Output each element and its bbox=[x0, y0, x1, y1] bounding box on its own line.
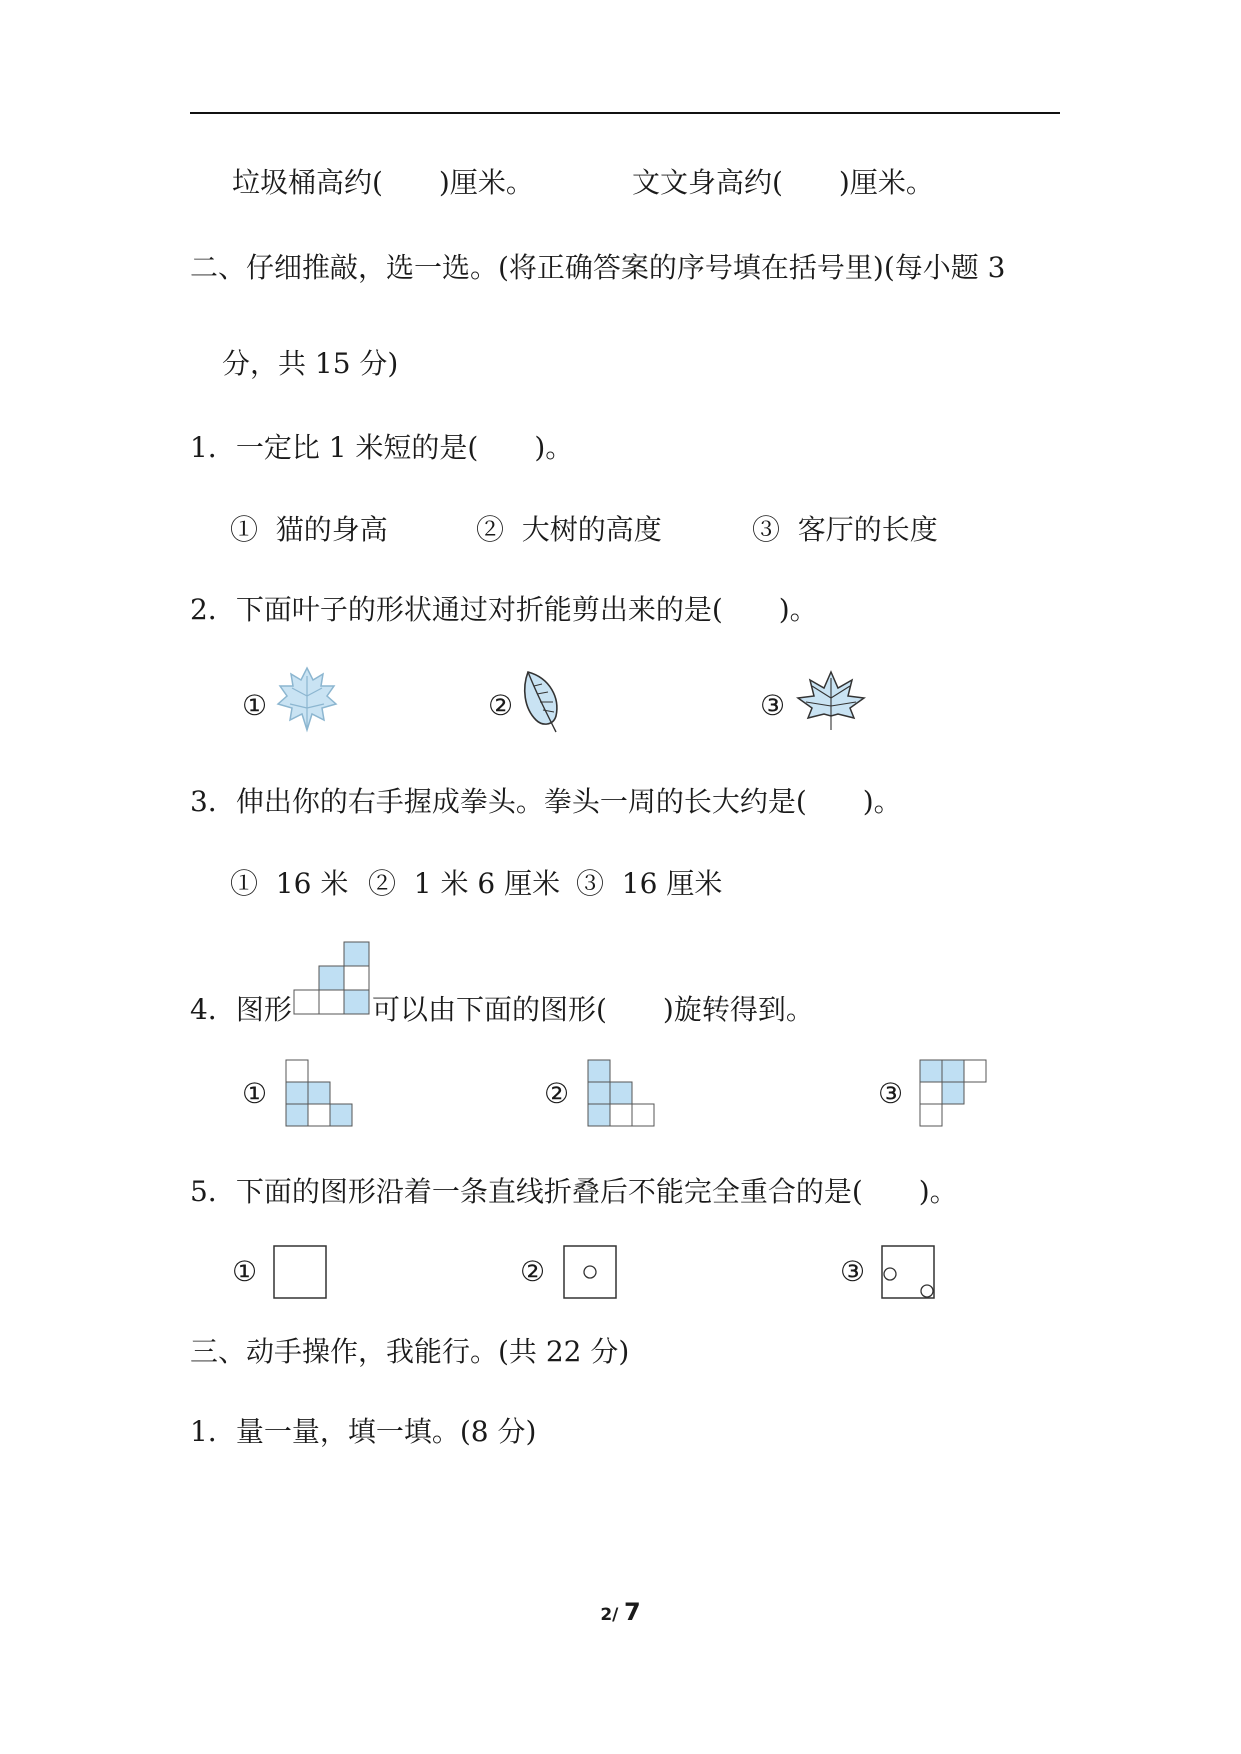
section-3-title: 三、动手操作，我能行。(共 22 分) bbox=[190, 1335, 630, 1368]
q3-option-3: ③ 16 厘米 bbox=[576, 867, 723, 900]
q2-label-1: ① bbox=[242, 689, 268, 722]
q2-label-2: ② bbox=[488, 689, 514, 722]
q5-label-1: ① bbox=[232, 1255, 258, 1288]
page-number bbox=[0, 1598, 1241, 1626]
section-2-title: 二、仔细推敲，选一选。(将正确答案的序号填在括号里)(每小题 3 bbox=[190, 251, 1006, 284]
q5-text: 5．下面的图形沿着一条直线折叠后不能完全重合的是( )。 bbox=[190, 1175, 958, 1208]
q3-option-2: ② 1 米 6 厘米 bbox=[368, 867, 561, 900]
q5-label-3: ③ bbox=[840, 1255, 866, 1288]
q5-option-2-square-with-circle bbox=[562, 1244, 618, 1300]
q4-text-suffix: 可以由下面的图形( )旋转得到。 bbox=[372, 993, 814, 1026]
q2-text: 2．下面叶子的形状通过对折能剪出来的是( )。 bbox=[190, 593, 818, 626]
header-rule bbox=[190, 112, 1060, 114]
section-2-title-cont: 分，共 15 分) bbox=[222, 347, 399, 380]
q1-option-2: ② 大树的高度 bbox=[476, 513, 662, 546]
q4-target-figure bbox=[290, 940, 370, 1016]
q3-option-1: ① 16 米 bbox=[230, 867, 349, 900]
q4-label-1: ① bbox=[242, 1077, 268, 1110]
q1-text: 1．一定比 1 米短的是( )。 bbox=[190, 431, 574, 464]
page-current: 2/ bbox=[600, 1605, 619, 1625]
q5-option-1-square bbox=[272, 1244, 328, 1300]
trash-can-height-question: 垃圾桶高约( )厘米。 bbox=[232, 166, 534, 199]
q2-label-3: ③ bbox=[760, 689, 786, 722]
section-3-q1-text: 1．量一量，填一填。(8 分) bbox=[190, 1415, 537, 1448]
q4-option-2-figure bbox=[586, 1058, 656, 1128]
q5-option-3-square-with-circles bbox=[880, 1244, 936, 1300]
q4-label-2: ② bbox=[544, 1077, 570, 1110]
page-total: 7 bbox=[623, 1598, 641, 1626]
q1-option-3: ③ 客厅的长度 bbox=[752, 513, 938, 546]
q4-label-3: ③ bbox=[878, 1077, 904, 1110]
q4-option-1-figure bbox=[284, 1058, 354, 1128]
q4-text-prefix: 4．图形 bbox=[190, 993, 292, 1026]
oval-leaf-icon bbox=[520, 668, 562, 734]
q4-option-3-figure bbox=[918, 1058, 988, 1128]
star-leaf-icon bbox=[796, 670, 866, 732]
wenwen-height-question: 文文身高约( )厘米。 bbox=[632, 166, 934, 199]
q5-label-2: ② bbox=[520, 1255, 546, 1288]
q3-text: 3．伸出你的右手握成拳头。拳头一周的长大约是( )。 bbox=[190, 785, 902, 818]
maple-leaf-icon bbox=[276, 666, 338, 732]
q1-option-1: ① 猫的身高 bbox=[230, 513, 388, 546]
